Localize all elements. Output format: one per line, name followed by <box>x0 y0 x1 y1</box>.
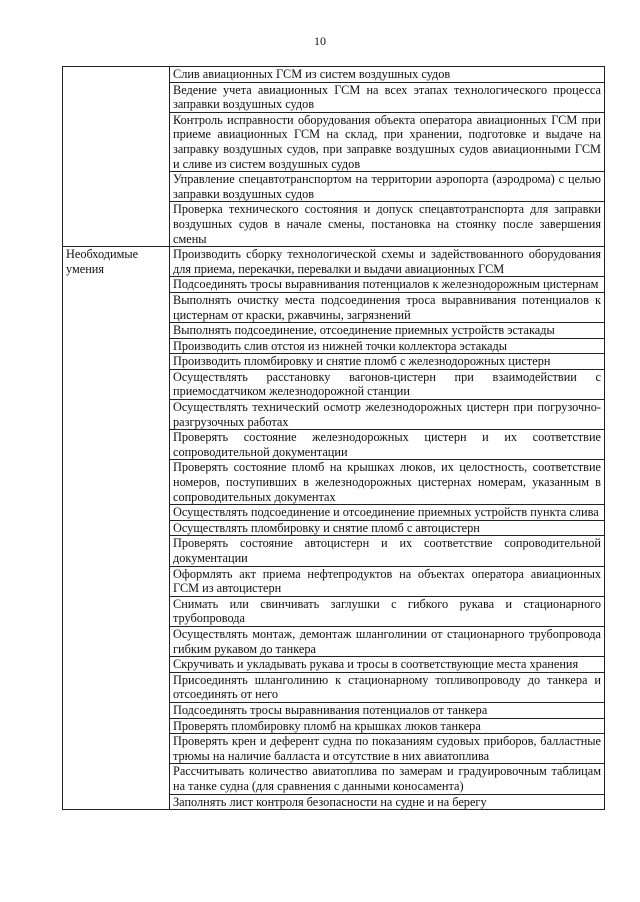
skill-item: Осуществлять расстановку вагонов-цистерн при взаимодействии с приемосдатчиком железнодорожной станции <box>170 369 605 399</box>
skill-item: Заполнять лист контроля безопасности на судне и на берегу <box>170 794 605 810</box>
skill-item: Осуществлять технический осмотр железнодорожных цистерн при погрузочно-разгрузочных работах <box>170 400 605 430</box>
continued-row-text: Управление спецавтотранспортом на территории аэропорта (аэродрома) с целью заправки воздушных судов <box>170 172 605 202</box>
page-number: 10 <box>314 34 326 48</box>
skill-item: Осуществлять монтаж, демонтаж шланголинии от стационарного трубопровода гибким рукавом до танкера <box>170 626 605 656</box>
skill-item: Выполнять очистку места подсоединения троса выравнивания потенциалов к цистернам от краски, ржавчины, загрязнений <box>170 292 605 322</box>
skill-item: Проверять состояние автоцистерн и их соответствие сопроводительной документации <box>170 536 605 566</box>
skill-item: Присоединять шланголинию к стационарному топливопроводу до танкера и отсоединять от него <box>170 672 605 702</box>
skill-item: Производить слив отстоя из нижней точки коллектора эстакады <box>170 338 605 354</box>
skill-item: Осуществлять подсоединение и отсоединение приемных устройств пункта слива <box>170 505 605 521</box>
skill-item: Осуществлять пломбировку и снятие пломб с автоцистерн <box>170 520 605 536</box>
skills-label: Необходимые умения <box>63 247 170 810</box>
skill-item: Проверять пломбировку пломб на крышках люков танкера <box>170 718 605 734</box>
skill-item: Проверять состояние железнодорожных цистерн и их соответствие сопроводительной документации <box>170 430 605 460</box>
table-row <box>63 247 605 277</box>
skill-item: Проверять крен и деферент судна по показаниям судовых приборов, балластные трюмы на наличие балласта и отсутствие в них авиатоплива <box>170 734 605 764</box>
table-row <box>63 67 605 83</box>
continued-row-text: Слив авиационных ГСМ из систем воздушных судов <box>170 67 605 83</box>
skill-item: Подсоединять тросы выравнивания потенциалов к железнодорожным цистернам <box>170 277 605 293</box>
skill-item: Производить пломбировку и снятие пломб с железнодорожных цистерн <box>170 354 605 370</box>
skill-item: Рассчитывать количество авиатоплива по замерам и градуировочным таблицам на танке судна (для сравнения с данными коносамента) <box>170 764 605 794</box>
continued-row-text: Ведение учета авиационных ГСМ на всех этапах технологического процесса заправки воздушных судов <box>170 82 605 112</box>
skill-item: Оформлять акт приема нефтепродуктов на объектах оператора авиационных ГСМ из автоцистерн <box>170 566 605 596</box>
skill-item: Проверять состояние пломб на крышках люков, их целостность, соответствие номеров, поступивших в железнодорожных цистернах номерам, указанным в сопроводительных документах <box>170 460 605 505</box>
continued-label-cell <box>63 67 170 247</box>
skill-item: Подсоединять тросы выравнивания потенциалов от танкера <box>170 702 605 718</box>
skill-item: Выполнять подсоединение, отсоединение приемных устройств эстакады <box>170 323 605 339</box>
requirements-table <box>62 66 605 810</box>
skill-item: Снимать или свинчивать заглушки с гибкого рукава и стационарного трубопровода <box>170 596 605 626</box>
skill-item: Скручивать и укладывать рукава и тросы в соответствующие места хранения <box>170 657 605 673</box>
continued-row-text: Проверка технического состояния и допуск спецавтотранспорта для заправки воздушных судов в начале смены, постановка на стоянку после завершения смены <box>170 202 605 247</box>
skill-item: Производить сборку технологической схемы и задействованного оборудования для приема, перекачки, перевалки и выдачи авиационных ГСМ <box>170 247 605 277</box>
continued-row-text: Контроль исправности оборудования объекта оператора авиационных ГСМ при приеме авиационных ГСМ на склад, при хранении, подготовке и выдаче на заправку воздушных судов, при заправке воздушных судов авиационными ГСМ и сливе из систем воздушных судов <box>170 112 605 171</box>
